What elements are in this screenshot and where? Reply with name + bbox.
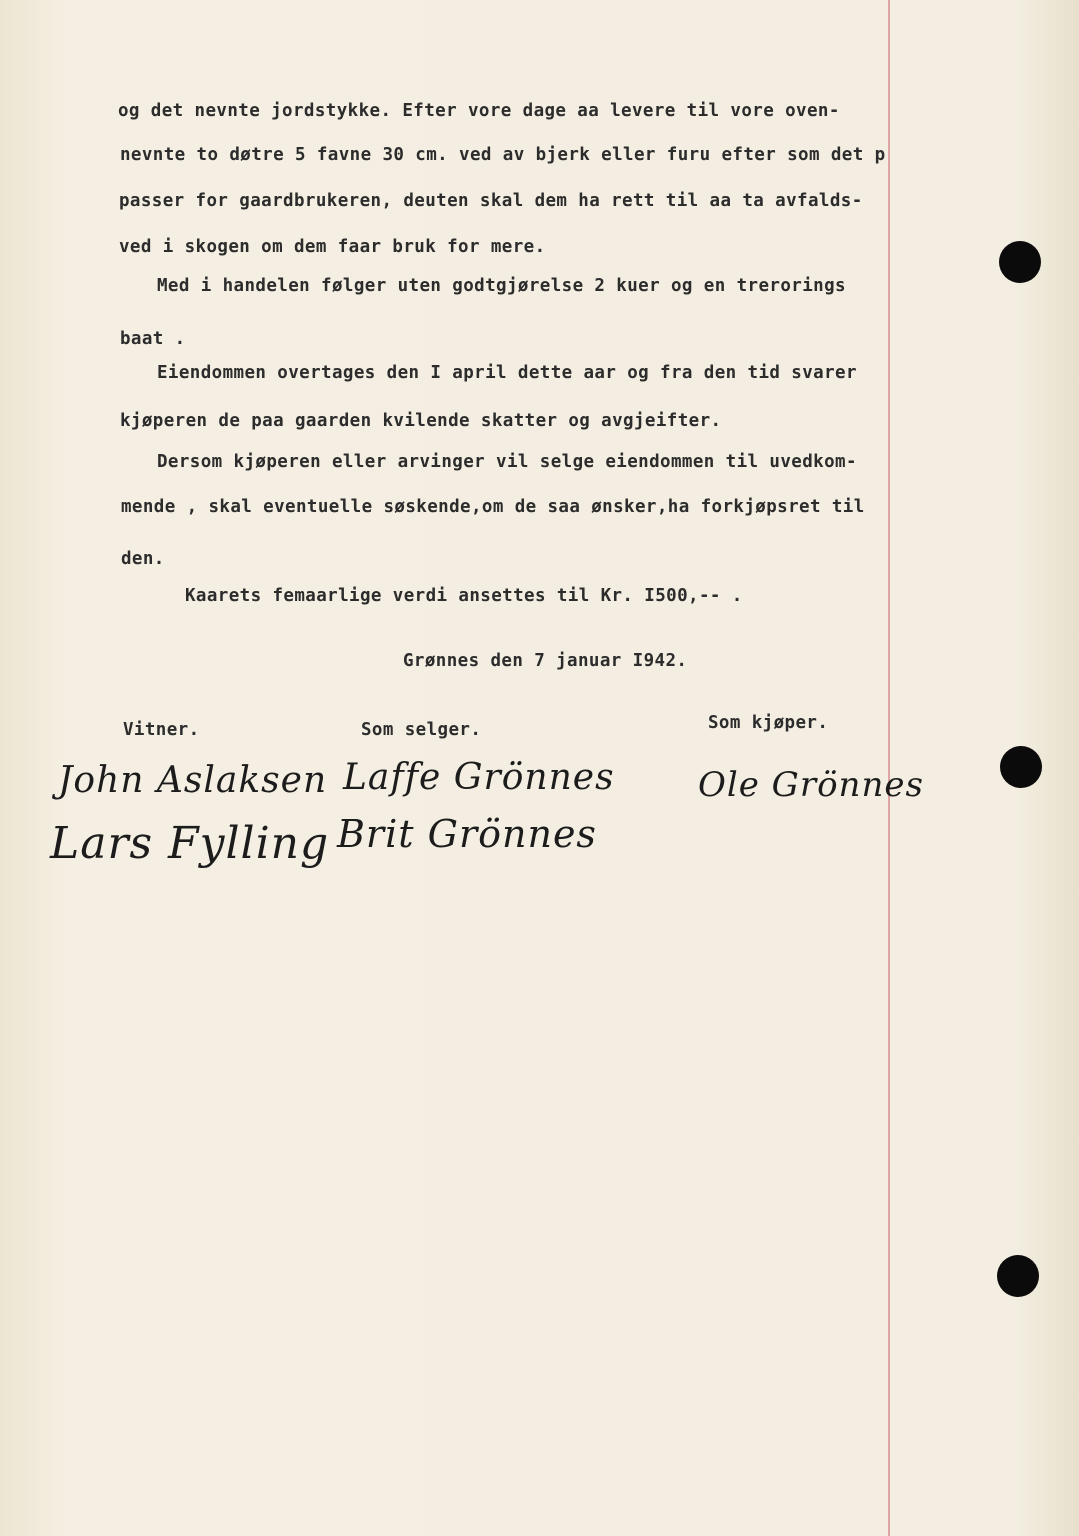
signature-witness-1: John Aslaksen bbox=[58, 760, 328, 801]
signature-seller-1: Laffe Grönnes bbox=[343, 757, 615, 798]
punch-hole-bottom bbox=[997, 1255, 1039, 1297]
body-line: mende , skal eventuelle søskende,om de saa ønsker,ha forkjøpsret til bbox=[121, 497, 865, 517]
body-line: kjøperen de paa gaarden kvilende skatter og avgjeifter. bbox=[120, 411, 722, 431]
body-line: passer for gaardbrukeren, deuten skal dem ha rett til aa ta avfalds- bbox=[119, 191, 863, 211]
body-line: den. bbox=[121, 549, 165, 569]
body-line: Dersom kjøperen eller arvinger vil selge eiendommen til uvedkom- bbox=[157, 452, 857, 472]
role-buyer: Som kjøper. bbox=[708, 713, 829, 733]
role-seller: Som selger. bbox=[361, 720, 482, 740]
punch-hole-middle bbox=[1000, 746, 1042, 788]
body-line: Eiendommen overtages den I april dette aar og fra den tid svarer bbox=[157, 363, 857, 383]
signature-witness-2: Lars Fylling bbox=[50, 818, 330, 869]
signature-seller-2: Brit Grönnes bbox=[337, 812, 597, 856]
body-line: Kaarets femaarlige verdi ansettes til Kr. I500,-- . bbox=[185, 586, 743, 606]
body-line: Med i handelen følger uten godtgjørelse 2 kuer og en trerorings bbox=[157, 276, 846, 296]
body-line: og det nevnte jordstykke. Efter vore dage aa levere til vore oven- bbox=[118, 101, 840, 121]
body-line: nevnte to døtre 5 favne 30 cm. ved av bjerk eller furu efter som det p bbox=[120, 145, 886, 165]
punch-hole-top bbox=[999, 241, 1041, 283]
place-date: Grønnes den 7 januar I942. bbox=[403, 651, 688, 671]
body-line: baat . bbox=[120, 329, 186, 349]
role-witnesses: Vitner. bbox=[123, 720, 200, 740]
signature-buyer-1: Ole Grönnes bbox=[698, 765, 924, 805]
body-line: ved i skogen om dem faar bruk for mere. bbox=[119, 237, 546, 257]
